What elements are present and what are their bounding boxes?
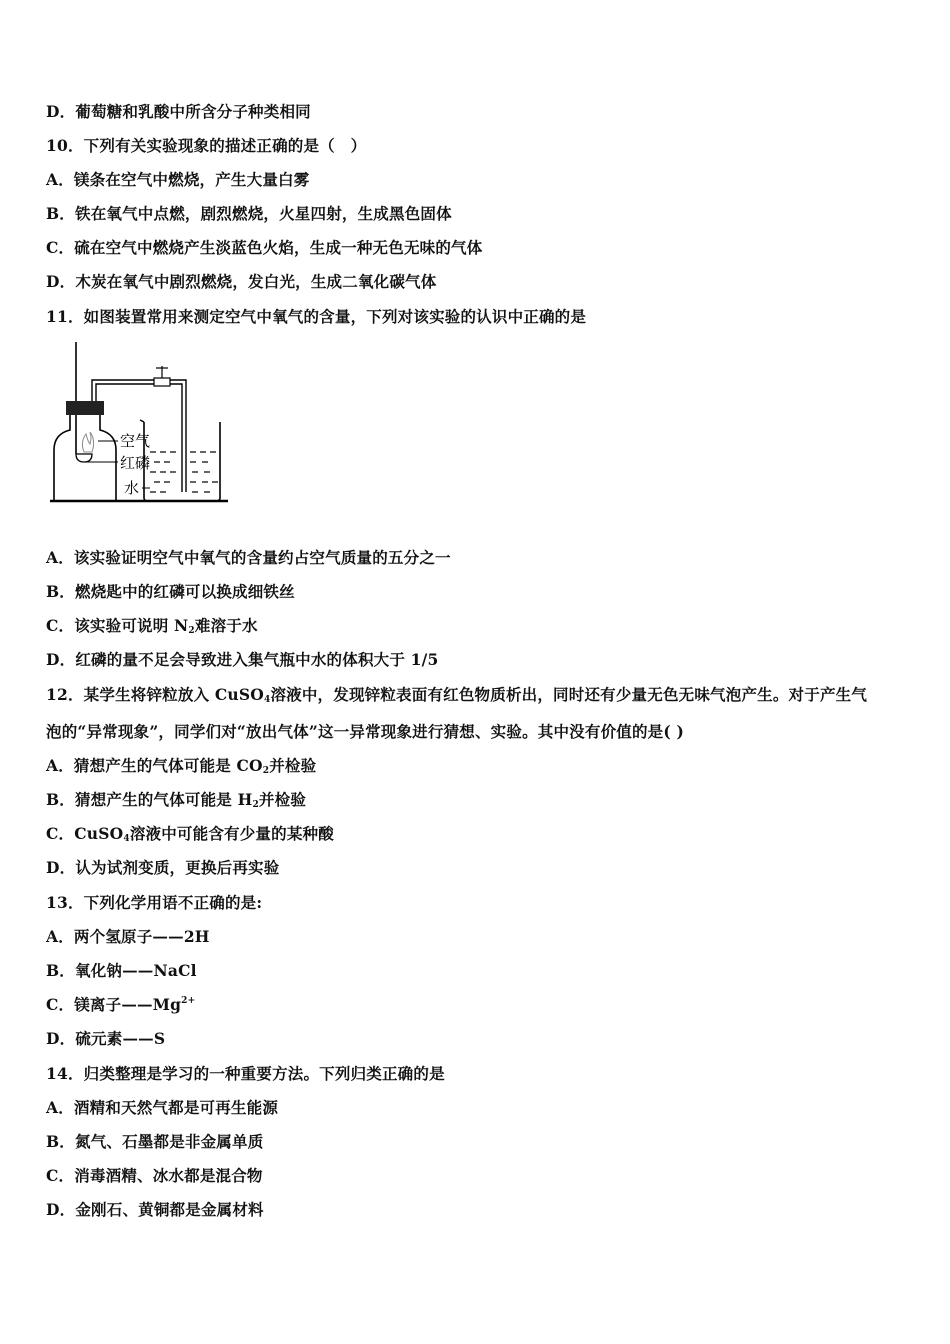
q11-option-a: A．该实验证明空气中氧气的含量约占空气质量的五分之一 — [46, 548, 451, 567]
q13c-text: C．镁离子——Mg — [46, 995, 182, 1014]
q11-option-c — [46, 616, 258, 636]
q12-option-b — [46, 790, 306, 810]
q12-option-d: D．认为试剂变质，更换后再实验 — [46, 858, 280, 877]
q9-option-d: D．葡萄糖和乳酸中所含分子种类相同 — [46, 102, 311, 121]
figure-label-phosphorus: 红磷 — [120, 454, 151, 472]
q12-text-post: 溶液中，发现锌粒表面有红色物质析出，同时还有少量无色无味气泡产生。对于产生气 — [270, 685, 868, 704]
oxygen-content-apparatus-figure — [46, 338, 236, 508]
q10-stem: 10．下列有关实验现象的描述正确的是（ ） — [46, 136, 367, 155]
q11-option-d: D．红磷的量不足会导致进入集气瓶中水的体积大于 1/5 — [46, 650, 439, 669]
q14-option-d: D．金刚石、黄铜都是金属材料 — [46, 1200, 264, 1219]
q13-option-d: D．硫元素——S — [46, 1029, 166, 1048]
q12a-subscript: 2 — [262, 766, 270, 776]
q13-stem: 13．下列化学用语不正确的是: — [46, 893, 263, 912]
q12c-text: C．CuSO — [46, 824, 124, 843]
q14-option-c: C．消毒酒精、冰水都是混合物 — [46, 1166, 263, 1185]
q12c-subscript: 4 — [123, 834, 130, 844]
figure-label-water: 水 — [124, 479, 140, 497]
q12a-text-post: 并检验 — [269, 756, 317, 775]
q12b-text: B．猜想产生的气体可能是 H — [46, 790, 253, 809]
q10-option-b: B．铁在氧气中点燃，剧烈燃烧，火星四射，生成黑色固体 — [46, 204, 452, 223]
q12-stem-line2: 泡的“异常现象”，同学们对“放出气体”这一异常现象进行猜想、实验。其中没有价值的是( ) — [46, 722, 685, 741]
q12-option-a — [46, 756, 316, 776]
q11-stem: 11．如图装置常用来测定空气中氧气的含量，下列对该实验的认识中正确的是 — [46, 307, 587, 326]
q11c-text: C．该实验可说明 N — [46, 616, 189, 635]
q12a-text: A．猜想产生的气体可能是 CO — [46, 756, 263, 775]
q11-option-b: B．燃烧匙中的红磷可以换成细铁丝 — [46, 582, 295, 601]
q13-option-b: B．氧化钠——NaCl — [46, 961, 197, 980]
q13c-superscript: 2+ — [181, 996, 196, 1006]
q14-stem: 14．归类整理是学习的一种重要方法。下列归类正确的是 — [46, 1064, 445, 1083]
q10-option-d: D．木炭在氧气中剧烈燃烧，发白光，生成二氧化碳气体 — [46, 272, 437, 291]
q13-option-c — [46, 995, 195, 1015]
q11c-subscript: 2 — [188, 626, 195, 636]
q12-stem-line1 — [46, 685, 867, 705]
q14-option-b: B．氮气、石墨都是非金属单质 — [46, 1132, 264, 1151]
q14-option-a: A．酒精和天然气都是可再生能源 — [46, 1098, 279, 1117]
q12b-subscript: 2 — [252, 800, 259, 810]
q10-option-a: A．镁条在空气中燃烧，产生大量白雾 — [46, 170, 310, 189]
figure-label-air: 空气 — [120, 432, 151, 450]
q12-subscript: 4 — [263, 695, 271, 705]
q11c-text-post: 难溶于水 — [194, 616, 258, 635]
q12-text: 12．某学生将锌粒放入 CuSO — [46, 685, 264, 704]
q13-option-a: A．两个氢原子——2H — [46, 927, 210, 946]
q12b-text-post: 并检验 — [258, 790, 307, 809]
q12-option-c — [46, 824, 334, 844]
q10-option-c: C．硫在空气中燃烧产生淡蓝色火焰，生成一种无色无味的气体 — [46, 238, 483, 257]
q12c-text-post: 溶液中可能含有少量的某种酸 — [129, 824, 334, 843]
